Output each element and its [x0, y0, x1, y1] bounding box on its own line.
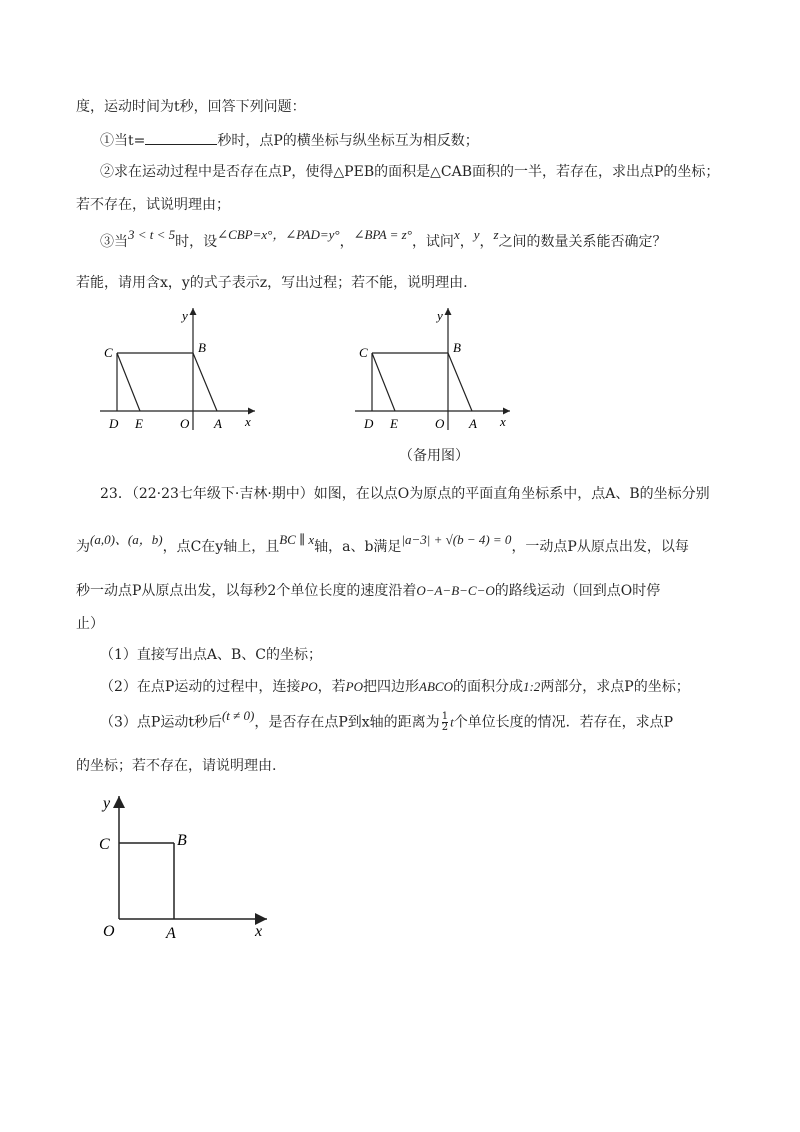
label-x: x: [255, 923, 263, 940]
q23-moving-point: ，一动点P从原点出发，以每: [511, 539, 689, 555]
q23-equation: |a−3| + √(b − 4) = 0: [401, 532, 512, 547]
answer-blank[interactable]: [145, 130, 217, 145]
fraction-one-half: $\frac{1}{2}$: [441, 711, 449, 733]
q22-part3-var-x: x: [453, 227, 460, 242]
label-o: O: [435, 416, 445, 431]
label-o: O: [180, 416, 190, 431]
q23-line3: [76, 581, 660, 601]
q23-sub3-after: （3）点P运动t秒后: [100, 714, 222, 731]
q22-part3-let: 时，设: [175, 234, 218, 250]
label-d: D: [364, 416, 374, 431]
q23-sub3-line2: 的坐标；若不存在，请说明理由.: [76, 758, 277, 774]
q23-sub3-condition: (t ≠ 0): [221, 707, 255, 723]
q22-intro: 度，运动时间为t秒，回答下列问题：: [76, 99, 306, 115]
q22-part3-comma: ，: [479, 234, 494, 250]
label-e: E: [390, 416, 398, 431]
q23-sub3-case: 个单位长度的情况．若存在，求点P: [453, 714, 674, 731]
q22-part3-var-y: y: [473, 227, 480, 242]
q23-path: O−A−B−C−O: [416, 583, 495, 598]
q22-part3-question: 之间的数量关系能否确定？: [498, 234, 667, 250]
q22-part3-ask: ，试问: [411, 234, 454, 250]
q22-figure-main: [90, 300, 270, 435]
label-y: y: [182, 308, 188, 323]
q23-sub3-distance: ，是否存在点P到x轴的距离为: [254, 714, 440, 731]
q23-for: 为: [76, 539, 90, 555]
segment-ba: [448, 353, 472, 411]
q22-figure-backup: [345, 300, 525, 435]
label-a: A: [469, 416, 477, 431]
q22-part3-var-z: z: [493, 227, 499, 242]
q22-part1-prefix: ①当t=: [100, 133, 146, 149]
q22-part3-line2: 若能，请用含x，y的式子表示z，写出过程；若不能，说明理由.: [76, 275, 468, 291]
label-b: B: [198, 340, 206, 355]
q23-sub2-po: PO: [300, 679, 318, 694]
segment-ce: [117, 353, 140, 411]
q23-sub2-ask: 两部分，求点P的坐标；: [540, 679, 690, 695]
q23-figure: [95, 788, 285, 943]
q23-sub2-if: ，若: [317, 679, 346, 695]
label-x: x: [500, 414, 506, 429]
q23-heading: 23．（22·23七年级下·吉林·期中）如图，在以点O为原点的平面直角坐标系中，点A、B的坐标分别: [100, 486, 710, 502]
label-a: A: [166, 925, 176, 942]
q22-part3-condition: 3 < t < 5: [128, 227, 176, 242]
q23-speed: 秒一动点P从原点出发，以每秒2个单位长度的速度沿着: [76, 583, 417, 599]
q23-sub2-po: PO: [345, 679, 364, 694]
label-x: x: [245, 414, 251, 429]
backup-figure-caption: （备用图）: [399, 448, 469, 464]
q22-part2-line1: ②求在运动过程中是否存在点P，使得△PEB的面积是△CAB面积的一半，若存在，求出点P的坐标；: [100, 164, 720, 180]
q23-sub2-ratio: 1:2: [522, 679, 541, 694]
segment-ce: [372, 353, 395, 411]
q23-route: 的路线运动（回到点O时停: [494, 583, 661, 599]
q23-sub2-abco: ABCO: [419, 679, 453, 694]
label-b: B: [453, 340, 461, 355]
q23-bc-parallel: BC ∥ x: [279, 532, 315, 547]
q23-sub3-t: t: [450, 714, 454, 730]
label-y: y: [103, 795, 111, 812]
q23-sub2-area: 的面积分成: [452, 679, 523, 695]
q22-part3-when: ③当: [100, 234, 128, 250]
q23-line4: 止）: [76, 616, 104, 632]
label-c: C: [104, 345, 113, 360]
q23-line2: [76, 532, 689, 557]
q23-sub2-connect: （2）在点P运动的过程中，连接: [100, 679, 301, 695]
q22-part3-comma: ，: [459, 234, 474, 250]
q22-part3-sep: ，: [339, 234, 354, 250]
q23-c-on-y: ，点C在y轴上，且: [162, 539, 280, 555]
q22-part1-suffix: 秒时，点P的横坐标与纵坐标互为相反数；: [217, 133, 479, 149]
q23-sub2-quad: 把四边形: [363, 679, 420, 695]
segment-ba: [193, 353, 217, 411]
label-e: E: [135, 416, 143, 431]
q22-part3-line1: [100, 227, 667, 252]
q23-sub1: （1）直接写出点A、B、C的坐标；: [100, 647, 323, 663]
label-a: A: [214, 416, 222, 431]
label-d: D: [109, 416, 119, 431]
q22-part2-line2: 若不存在，试说明理由；: [76, 197, 230, 213]
q23-satisfy: 轴，a、b满足: [314, 539, 402, 555]
label-c: C: [99, 836, 110, 853]
q23-sub3-line1: [100, 707, 674, 733]
q22-part1: [100, 130, 479, 151]
label-c: C: [359, 345, 368, 360]
q23-coords: (a,0)、(a，b): [90, 532, 163, 547]
label-o: O: [103, 923, 115, 940]
label-y: y: [437, 308, 443, 323]
label-b: B: [177, 832, 187, 849]
q22-part3-angles: ∠CBP=x°，∠PAD=y°: [217, 227, 340, 242]
q22-part3-angle-bpa: ∠BPA = z°: [353, 227, 412, 242]
q23-sub2: [100, 677, 690, 697]
